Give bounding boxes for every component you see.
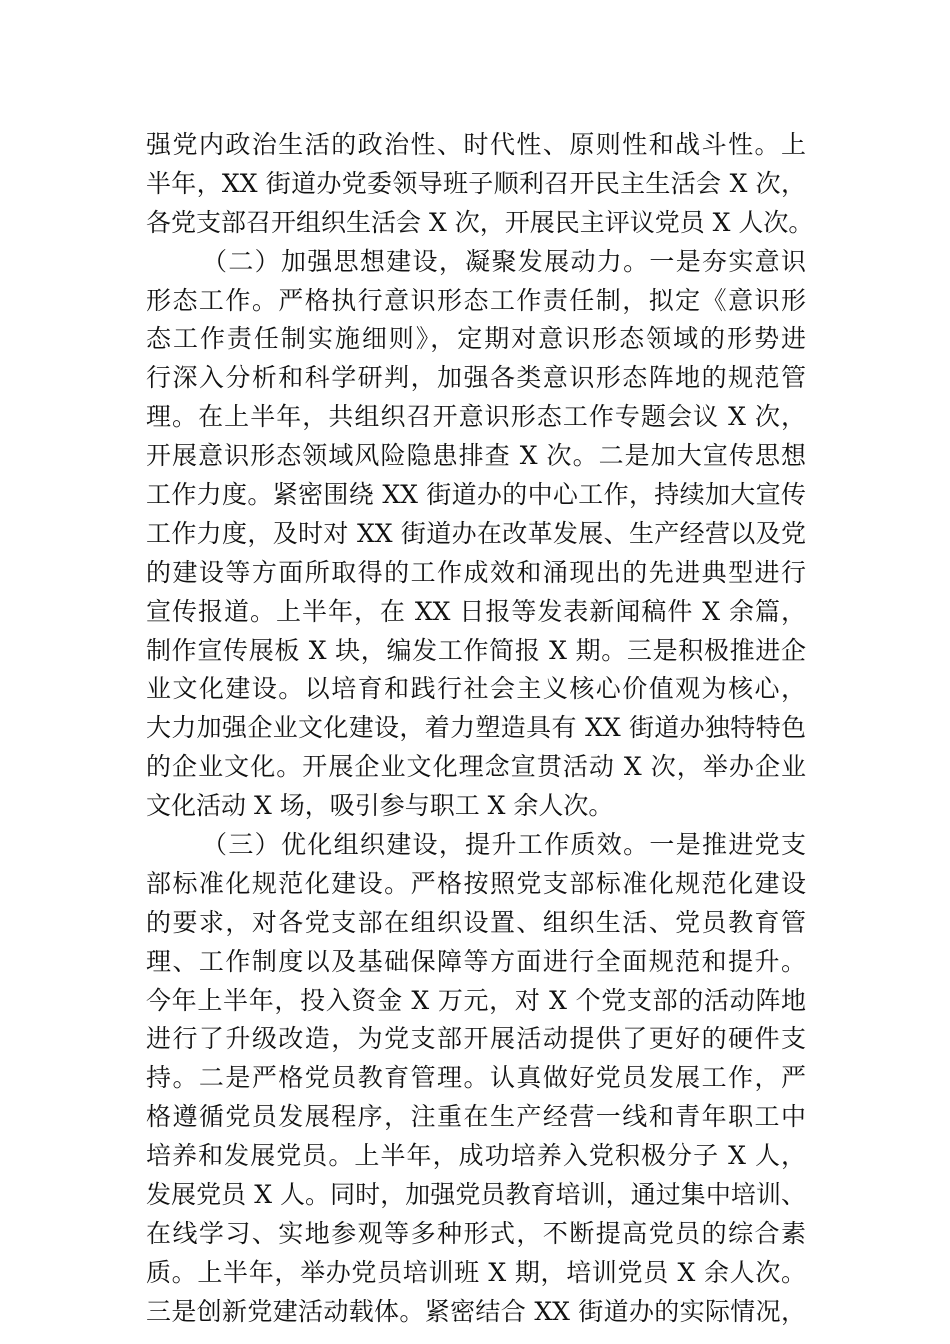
- text-line: 制作宣传展板 X 块，编发工作简报 X 期。三是积极推进企: [146, 635, 806, 665]
- text-line: 的建设等方面所取得的工作成效和涌现出的先进典型进行: [146, 557, 806, 587]
- text-line: 的企业文化。开展企业文化理念宣贯活动 X 次，举办企业: [146, 752, 806, 782]
- text-line: 部标准化规范化建设。严格按照党支部标准化规范化建设: [146, 868, 806, 898]
- text-line: （二）加强思想建设，凝聚发展动力。一是夯实意识: [202, 246, 806, 276]
- text-line: 工作力度，及时对 XX 街道办在改革发展、生产经营以及党: [146, 518, 806, 548]
- text-line: 文化活动 X 场，吸引参与职工 X 余人次。: [146, 791, 614, 821]
- text-line: 宣传报道。上半年，在 XX 日报等发表新闻稿件 X 余篇，: [146, 596, 806, 626]
- text-line: 质。上半年，举办党员培训班 X 期，培训党员 X 余人次。: [146, 1257, 806, 1287]
- text-line: 进行了升级改造，为党支部开展活动提供了更好的硬件支: [146, 1024, 806, 1054]
- text-line: 形态工作。严格执行意识形态工作责任制，拟定《意识形: [146, 285, 806, 315]
- text-line: 三是创新党建活动载体。紧密结合 XX 街道办的实际情况，: [146, 1296, 806, 1326]
- text-line: 强党内政治生活的政治性、时代性、原则性和战斗性。上: [146, 130, 806, 159]
- text-line: 今年上半年，投入资金 X 万元，对 X 个党支部的活动阵地: [146, 985, 806, 1015]
- text-line: 的要求，对各党支部在组织设置、组织生活、党员教育管: [146, 907, 806, 937]
- text-line: （三）优化组织建设，提升工作质效。一是推进党支: [202, 830, 806, 860]
- text-line: 态工作责任制实施细则》，定期对意识形态领域的形势进: [146, 324, 806, 354]
- text-line: 各党支部召开组织生活会 X 次，开展民主评议党员 X 人次。: [146, 207, 814, 237]
- text-line: 持。二是严格党员教育管理。认真做好党员发展工作，严: [146, 1063, 806, 1093]
- text-line: 发展党员 X 人。同时，加强党员教育培训，通过集中培训、: [146, 1180, 806, 1210]
- text-line: 半年，XX 街道办党委领导班子顺利召开民主生活会 X 次，: [146, 168, 806, 198]
- text-line: 格遵循党员发展程序，注重在生产经营一线和青年职工中: [146, 1102, 806, 1132]
- text-line: 开展意识形态领域风险隐患排查 X 次。二是加大宣传思想: [146, 441, 806, 471]
- text-line: 行深入分析和科学研判，加强各类意识形态阵地的规范管: [146, 363, 806, 393]
- text-line: 培养和发展党员。上半年，成功培养入党积极分子 X 人，: [146, 1141, 806, 1171]
- document-page: [146, 126, 814, 1332]
- text-line: 大力加强企业文化建设，着力塑造具有 XX 街道办独特特色: [146, 713, 806, 743]
- text-line: 业文化建设。以培育和践行社会主义核心价值观为核心，: [146, 674, 806, 704]
- text-line: 在线学习、实地参观等多种形式，不断提高党员的综合素: [146, 1218, 806, 1248]
- text-line: 理、工作制度以及基础保障等方面进行全面规范和提升。: [146, 946, 806, 976]
- document-body: [146, 126, 814, 1332]
- text-line: 理。在上半年，共组织召开意识形态工作专题会议 X 次，: [146, 402, 806, 432]
- text-line: 工作力度。紧密围绕 XX 街道办的中心工作，持续加大宣传: [146, 480, 806, 510]
